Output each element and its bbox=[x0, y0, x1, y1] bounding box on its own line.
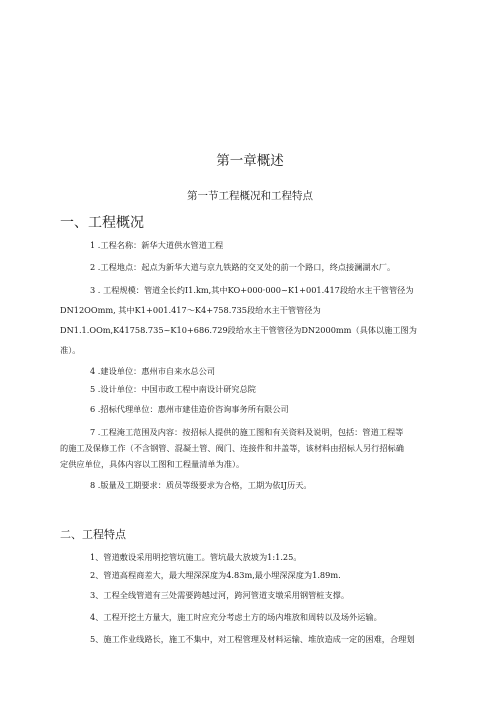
overview-item-3-cont-2: DN1.1.OOm,K41758.735~K10+686.729段给水主干管管径为DN2000mm（具体以施工图为 bbox=[60, 325, 417, 335]
overview-item-3: 3 . 工程规模：管道全长约I1.km,其中KO+000·000~K1+001.417段给水主干管管径为 bbox=[90, 285, 414, 295]
section-title: 第一节工程概况和工程特点 bbox=[187, 190, 313, 202]
overview-item-4: 4 .建设单位：惠州市自来水总公司 bbox=[90, 366, 216, 376]
chapter-title: 第一章概述 bbox=[216, 153, 284, 169]
feature-item-2: 2、管道高程商差大，最大埋深深度为4.83m,最小埋深深度为1.89m. bbox=[90, 570, 341, 580]
heading-project-overview: 一、工程概况 bbox=[60, 215, 144, 231]
feature-item-3: 3、工程全线管道有三处需要跨越过河，跨河管道支墩采用钢管桩支撑。 bbox=[90, 590, 350, 600]
feature-item-5: 5、施工作业线路长，施工不集中，对工程管理及材料运输、堆放造成一定的困难，合理划 bbox=[90, 634, 415, 644]
feature-item-4: 4、工程开挖土方量大，施工时应充分考虑土方的场内堆放和周转以及场外运输。 bbox=[90, 612, 382, 622]
overview-item-3-cont-3: 准）。 bbox=[60, 345, 81, 355]
overview-item-3-cont-1: DN12OOmm, 其中K1+001.417～K4+758.735段给水主干管管径为 bbox=[60, 305, 321, 315]
overview-item-5: 5 .设计单位：中国市政工程中南设计研究总院 bbox=[90, 384, 256, 394]
overview-item-7-cont-1: 的施工及保修工作（不含钢管、混凝土管、阀门、连接件和井盖等，该材料由招标人另行招标确 bbox=[60, 443, 404, 453]
overview-item-6: 6 .招标代理单位：惠州市建佳造价咨询事务所有限公司 bbox=[90, 404, 289, 414]
overview-item-7-cont-2: 定供应单位，具体内容以工图和工程量清单为准）。 bbox=[60, 459, 245, 469]
heading-project-features: 二、工程特点 bbox=[60, 528, 126, 541]
overview-item-8: 8 .版量及工期要求：质员等级要求为合格，工期为依IJ历天。 bbox=[90, 480, 312, 490]
overview-item-1: 1 .工程名称：新华大道供水管道工程 bbox=[90, 240, 224, 250]
feature-item-1: 1、管道敷设采用明挖管坑施工。管坑最大放坡为1:1.25。 bbox=[90, 552, 302, 562]
overview-item-7: 7 .工程淹工范围及内容：按招标人提供的施工图和有关资料及说明，包括：管道工程等 bbox=[90, 427, 404, 437]
overview-item-2: 2 .工程地点：起点为新华大道与京九铁路的交叉处的前一个路口，终点接澜湖水厂。 bbox=[90, 262, 396, 272]
